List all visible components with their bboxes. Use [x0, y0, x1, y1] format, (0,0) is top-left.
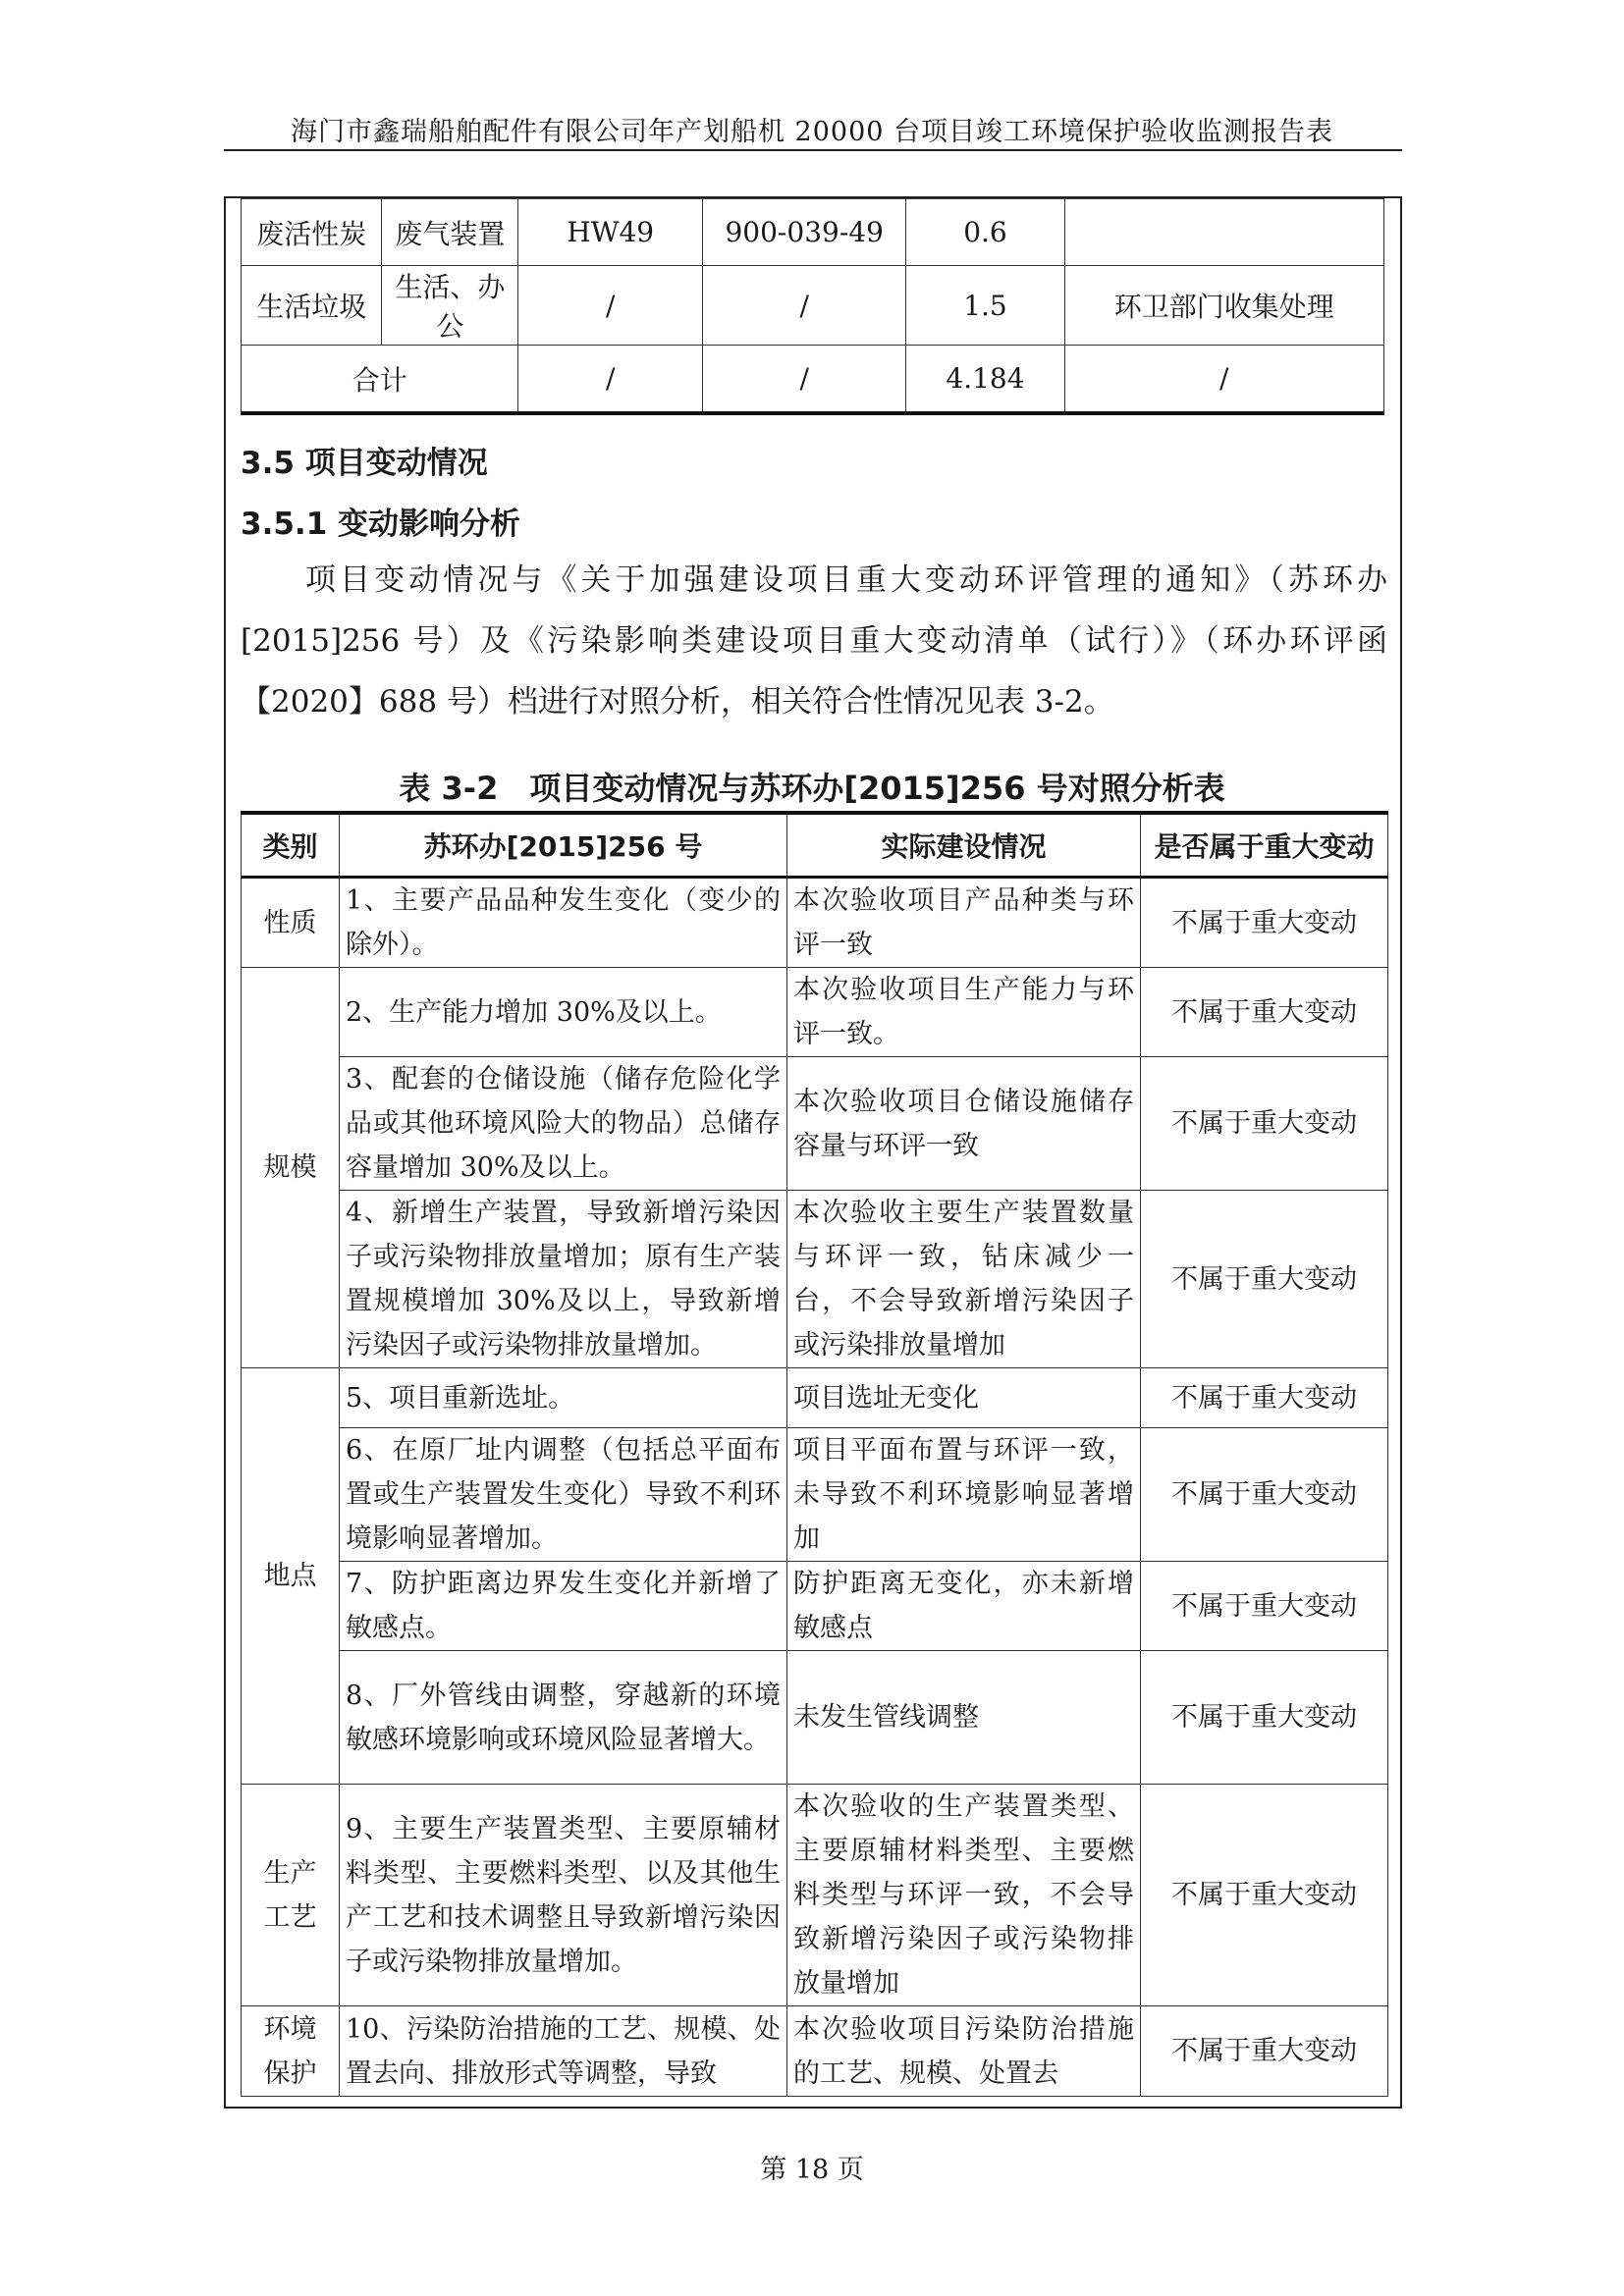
judgement-cell: 不属于重大变动 — [1141, 878, 1388, 968]
actual-cell: 本次验收的生产装置类型、主要原辅材料类型、主要燃料类型与环评一致，不会导致新增污染因子或污染物排放量增加 — [787, 1785, 1141, 2006]
body-paragraph: 项目变动情况与《关于加强建设项目重大变动环评管理的通知》（苏环办[2015]256 号）及《污染影响类建设项目重大变动清单（试行）》（环办环评函【2020】688 号）档进行对照分析，相关符合性情况见表 3-2。 — [241, 562, 1387, 720]
judgement-cell: 不属于重大变动 — [1141, 968, 1388, 1057]
subsection-heading: 3.5.1 变动影响分析 — [241, 507, 521, 542]
table-row — [242, 968, 1388, 1057]
table-row — [242, 1191, 1388, 1368]
requirement-cell: 4、新增生产装置，导致新增污染因子或污染物排放量增加；原有生产装置规模增加 30%及以上，导致新增污染因子或污染物排放量增加。 — [340, 1191, 787, 1368]
requirement-cell: 8、厂外管线由调整，穿越新的环境敏感环境影响或环境风险显著增大。 — [340, 1651, 787, 1785]
table-caption: 表 3-2 项目变动情况与苏环办[2015]256 号对照分析表 — [399, 770, 1225, 807]
category-cell: 性质 — [242, 878, 340, 968]
actual-cell: 防护距离无变化，亦未新增敏感点 — [787, 1562, 1141, 1651]
requirement-cell: 10、污染防治措施的工艺、规模、处置去向、排放形式等调整，导致 — [340, 2006, 787, 2097]
table-row — [242, 1368, 1388, 1428]
requirement-cell: 1、主要产品品种发生变化（变少的除外）。 — [340, 878, 787, 968]
judgement-cell: 不属于重大变动 — [1141, 1368, 1388, 1428]
judgement-cell: 不属于重大变动 — [1141, 1651, 1388, 1785]
table-header-row — [242, 813, 1388, 878]
actual-cell: 本次验收项目生产能力与环评一致。 — [787, 968, 1141, 1057]
total-class: / — [518, 346, 703, 414]
waste-source: 生活、办公 — [382, 266, 518, 346]
waste-amount: 0.6 — [906, 199, 1064, 266]
requirement-cell: 3、配套的仓储设施（储存危险化学品或其他环境风险大的物品）总储存容量增加 30%及以上。 — [340, 1057, 787, 1191]
judgement-cell: 不属于重大变动 — [1141, 1191, 1388, 1368]
judgement-cell: 不属于重大变动 — [1141, 1057, 1388, 1191]
table-row — [242, 1428, 1388, 1562]
waste-source: 废气装置 — [382, 199, 518, 266]
waste-amount: 1.5 — [906, 266, 1064, 346]
comparison-table — [241, 811, 1388, 2097]
page-number: 第 18 页 — [760, 2155, 864, 2185]
requirement-cell: 6、在原厂址内调整（包括总平面布置或生产装置发生变化）导致不利环境影响显著增加。 — [340, 1428, 787, 1562]
category-cell: 地点 — [242, 1368, 340, 1785]
header-requirement: 苏环办[2015]256 号 — [340, 813, 787, 878]
waste-disposal — [1064, 199, 1384, 266]
waste-class: HW49 — [518, 199, 703, 266]
waste-name: 生活垃圾 — [242, 266, 382, 346]
table-row — [242, 1785, 1388, 2006]
waste-class: / — [518, 266, 703, 346]
requirement-cell: 9、主要生产装置类型、主要原辅材料类型、主要燃料类型、以及其他生产工艺和技术调整且导致新增污染因子或污染物排放量增加。 — [340, 1785, 787, 2006]
table-row — [242, 1562, 1388, 1651]
table-total-row — [242, 346, 1384, 414]
judgement-cell: 不属于重大变动 — [1141, 1785, 1388, 2006]
actual-cell: 项目平面布置与环评一致，未导致不利环境影响显著增加 — [787, 1428, 1141, 1562]
total-code: / — [703, 346, 906, 414]
header-actual: 实际建设情况 — [787, 813, 1141, 878]
waste-table — [241, 198, 1384, 415]
judgement-cell: 不属于重大变动 — [1141, 1562, 1388, 1651]
table-row — [242, 1057, 1388, 1191]
category-cell: 规模 — [242, 968, 340, 1368]
table-row — [242, 2006, 1388, 2097]
table-row — [242, 266, 1384, 346]
requirement-cell: 2、生产能力增加 30%及以上。 — [340, 968, 787, 1057]
actual-cell: 本次验收项目污染防治措施的工艺、规模、处置去 — [787, 2006, 1141, 2097]
actual-cell: 本次验收项目产品种类与环评一致 — [787, 878, 1141, 968]
waste-name: 废活性炭 — [242, 199, 382, 266]
actual-cell: 项目选址无变化 — [787, 1368, 1141, 1428]
category-cell: 生产 工艺 — [242, 1785, 340, 2006]
total-amount: 4.184 — [906, 346, 1064, 414]
table-row — [242, 878, 1388, 968]
requirement-cell: 7、防护距离边界发生变化并新增了敏感点。 — [340, 1562, 787, 1651]
waste-code: 900-039-49 — [703, 199, 906, 266]
waste-code: / — [703, 266, 906, 346]
total-disposal: / — [1064, 346, 1384, 414]
judgement-cell: 不属于重大变动 — [1141, 1428, 1388, 1562]
actual-cell: 本次验收主要生产装置数量与环评一致，钻床减少一台，不会导致新增污染因子或污染排放量增加 — [787, 1191, 1141, 1368]
category-cell: 环境 保护 — [242, 2006, 340, 2097]
judgement-cell: 不属于重大变动 — [1141, 2006, 1388, 2097]
header-judgement: 是否属于重大变动 — [1141, 813, 1388, 878]
waste-disposal: 环卫部门收集处理 — [1064, 266, 1384, 346]
header-category: 类别 — [242, 813, 340, 878]
table-row — [242, 199, 1384, 266]
requirement-cell: 5、项目重新选址。 — [340, 1368, 787, 1428]
actual-cell: 本次验收项目仓储设施储存容量与环评一致 — [787, 1057, 1141, 1191]
table-row — [242, 1651, 1388, 1785]
section-heading: 3.5 项目变动情况 — [241, 446, 488, 481]
header-rule — [224, 149, 1402, 151]
total-label: 合计 — [242, 346, 518, 414]
page-header-title: 海门市鑫瑞船舶配件有限公司年产划船机 20000 台项目竣工环境保护验收监测报告表 — [290, 117, 1334, 147]
actual-cell: 未发生管线调整 — [787, 1651, 1141, 1785]
